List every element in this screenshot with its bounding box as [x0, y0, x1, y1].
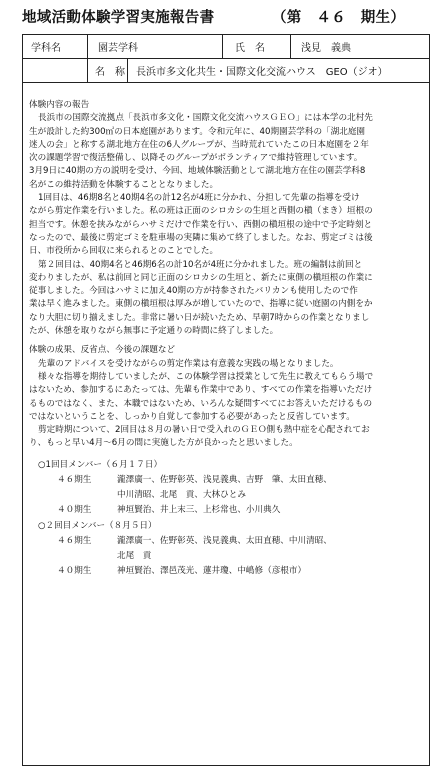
- header-row-2: [23, 59, 429, 83]
- member-names: 瀧澤廣一、佐野彰英、浅見義典、吉野 肇、太田直穂、: [117, 474, 332, 485]
- member-group-label: ４０期生: [57, 505, 92, 516]
- report-line: 従事しました。今回はハサミに加え40期の方が持参されたバリカンも使用したので作: [29, 286, 358, 297]
- dept-label: 学科名: [31, 43, 61, 54]
- report-line: 変わりましたが、私は前回と同じ正面のシロカシの生垣と、新たに東側の槇垣根の作業に: [29, 272, 373, 283]
- reflection-line: ではないということを、しっかり自覚して参加する必要があったと反省しています。: [29, 411, 355, 422]
- member-group-label: [29, 549, 117, 564]
- reflection-line: るものではなく、また、本職ではないため、いろんな疑問すべてにお答えいただけるもの: [29, 398, 373, 409]
- report-line: 業は早く進みました。東側の槇垣根は厚みが増していたので、指導に従い庭園の内側をか: [29, 299, 373, 310]
- member-row: [29, 549, 427, 564]
- member-row: [29, 534, 427, 549]
- period-number: （第 ４６ 期生）: [272, 10, 406, 26]
- member-group-label: ４０期生: [57, 566, 92, 577]
- member-row: [29, 473, 427, 488]
- report-line: 名がこの維持活動を体験することとなりました。: [29, 179, 219, 190]
- reflection-line: 剪定時期について、2回目は８月の暑い日で受入れのＧＥＯ側も熱中症を心配されてお: [38, 425, 370, 436]
- report-line: たが、休憩を取りながら無事に予定通りの時間に終了しました。: [29, 326, 279, 337]
- reflection-line: はないため、参加するにあたっては、先輩も作業中であり、すべての作業を指導いただけ: [29, 385, 373, 396]
- name-label: 氏 名: [222, 35, 290, 58]
- dept-value: 園芸学科: [87, 35, 222, 58]
- members-block: [29, 458, 427, 580]
- report-line: 第２回目は、40期4名と46期6名の計10名が4班に分かれました。班の編制は前回と: [38, 259, 363, 270]
- report-line: 1回目は、46期8名と40期4名の計12名が4班に分かれ、分担して先輩の指導を受け: [38, 193, 360, 204]
- member-group-label: ４６期生: [57, 474, 92, 485]
- report-line: 日、市役所から回収に来られるとのことでした。: [29, 246, 219, 257]
- member-names: 北尾 貢: [117, 550, 152, 561]
- member-group-label: ４６期生: [57, 535, 92, 546]
- member-names: 中川清昭、北尾 貢、大林ひとみ: [117, 490, 246, 501]
- reflection-heading: 体験の成果、反省点、今後の課題など: [29, 345, 176, 356]
- report-line: 3月9日に40期の方の説明を受け、今回、地域体験活動として湖北地方在住の園芸学科8: [29, 166, 366, 177]
- member-names: 神垣賢治、井上末三、上杉常也、小川典久: [117, 505, 281, 516]
- member-row: [29, 564, 427, 579]
- header-blank: [23, 59, 87, 82]
- member-names: 神垣賢治、澤邑茂光、蓮井瓊、中嶋修（彦根市）: [117, 566, 307, 577]
- members-title: ○1回目メンバー（６月１７日）: [38, 459, 163, 470]
- report-title-row: [22, 6, 432, 28]
- member-row: [29, 503, 427, 518]
- header-row-1: [23, 35, 429, 59]
- report-line: 長浜市の国際交流拠点「長浜市多文化・国際文化交流ハウスＧＥＯ」には本学の北村先: [38, 113, 373, 124]
- report-line: 迷人の会」と称する湖北地方在住の6人グループが、当時荒れていたこの日本庭園を２年: [29, 139, 369, 150]
- name-value: 浅見 義典: [290, 35, 429, 58]
- reflection-line: り、もっと早い4月～6月の間に実施した方が良かったと思いました。: [29, 438, 298, 449]
- report-line: 生が設計した約300㎡の日本庭園があります。令和元年に、40期園芸学科の「湖北庭園: [29, 126, 366, 137]
- reflection-line: 様々な指導を期待していましたが、この体験学習は授業として先生に教えてもらう場で: [38, 371, 374, 382]
- report-body: [29, 99, 427, 579]
- report-line: 次の課題学習で復活整備し、以降そのグループがボランティアで維持管理しています。: [29, 153, 363, 164]
- reflection-line: 先輩のアドバイスを受けながらの剪定作業は有意義な実践の場となりました。: [38, 358, 339, 369]
- report-line: なったので、最後に剪定ゴミを駐車場の実隣に集めて終了しました。なお、剪定ゴミは後: [29, 232, 373, 243]
- report-title: 地域活動体験学習実施報告書: [22, 10, 215, 26]
- members-title: ○２回目メンバー（８月５日）: [38, 520, 157, 531]
- place-label: 名 称: [87, 59, 127, 82]
- place-value: 長浜市多文化共生・国際文化交流ハウス GEO（ジオ）: [127, 59, 429, 82]
- report-heading: 体験内容の報告: [29, 100, 90, 110]
- report-line: ながら剪定作業を行いました。私の班は正面のシロカシの生垣と西側の槇（まき）垣根の: [29, 206, 373, 217]
- member-row: [29, 488, 427, 503]
- member-group-label: [29, 488, 117, 503]
- report-frame: [22, 34, 430, 766]
- report-line: 担当です。休憩を挟みながらハサミだけで作業を行い、西側の槇垣根の途中で予定時刻と: [29, 219, 373, 230]
- report-line: なり大胆に切り揃えました。非常に暑い日が続いたため、早朝7時からの作業となりまし: [29, 312, 370, 323]
- member-names: 瀧澤廣一、佐野彰英、浅見義典、太田直穂、中川清昭、: [117, 535, 332, 546]
